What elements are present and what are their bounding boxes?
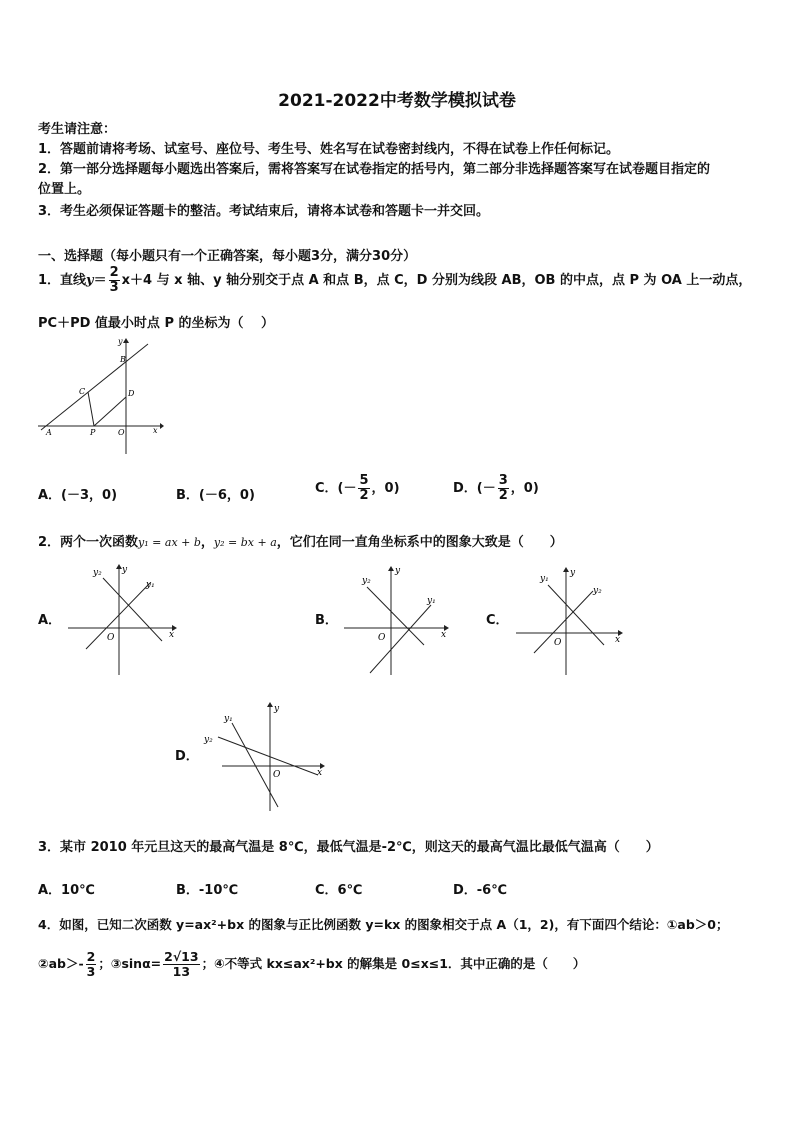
q2b-label-x: x [441,630,447,640]
q1-eq: ＝ [93,273,107,288]
question-4: 4．如图，已知二次函数 y=ax²+bx 的图象与正比例函数 y=kx 的图象相交于点 A（1，2)，有下面四个结论：①ab＞0； [38,917,729,932]
q2d-y-arrow [267,702,273,707]
q1-option-c-post: ，0) [371,481,400,496]
notice-item-2-cont: 位置上。 [38,182,91,197]
notice-item-2: 2．第一部分选择题每小题选出答案后，需将答案写在试卷指定的括号内，第二部分非选择题答案写在试卷题目指定的 [38,162,711,177]
q1-fraction [109,266,120,295]
q1-frac-num: 2 [109,265,119,280]
q2c-label-o: O [554,638,562,648]
question-4-line2 [38,950,585,979]
q4-conclusion-4: ；④不等式 kx≤ax²+bx 的解集是 0≤x≤1．其中正确的是（ ） [201,956,586,971]
q4-c3-den: 13 [172,964,191,979]
q1-y-arrow [123,338,129,343]
q1-label-y: y [118,337,123,346]
page-title: 2021-2022中考数学模拟试卷 [278,91,516,111]
notice-item-1: 1．答题前请将考场、试室号、座位号、考生号、姓名写在试卷密封线内，不得在试卷上作任何标记。 [38,142,620,157]
q1-label-p: P [90,428,96,437]
q2-option-b-label: B． [315,613,338,628]
q1-prefix: 1．直线 [38,273,87,288]
q1-label-x: x [153,426,158,435]
q2b-label-o: O [378,633,386,643]
q2-function-2: y₂ = bx + a [213,536,277,549]
q1-option-d-num: 3 [498,473,508,488]
q1-option-c-frac [358,474,369,503]
q4-conclusion-2: ②ab＞- [38,956,84,971]
q2a-label-y2: y₂ [93,568,102,578]
q2a-label-x: x [169,630,175,640]
q4-conclusion-3: ；③sinα= [98,956,162,971]
q1-label-a: A [46,428,52,437]
q1-option-c-num: 5 [359,473,369,488]
q2c-label-y1: y₁ [540,574,549,584]
q2-graph-a [64,563,184,678]
q1-option-d [453,474,539,503]
q2-graph-c [512,563,632,678]
notice-heading: 考生请注意： [38,122,117,137]
question-1-line2: PC＋PD 值最小时点 P 的坐标为（ ） [38,316,275,331]
q1-y: y [86,273,94,288]
q3-option-a: A．10℃ [38,883,95,898]
q2b-label-y1: y₁ [427,596,436,606]
q3-option-c: C．6℃ [315,883,363,898]
q2c-label-y2: y₂ [593,586,602,596]
q3-option-b: B．-10℃ [176,883,239,898]
q2-text-pre: 2．两个一次函数 [38,535,139,550]
q2d-line-y2 [218,737,318,775]
q1-segment-pc [88,392,94,426]
q2d-label-y2: y₂ [204,735,213,745]
q2c-y-arrow [563,567,569,572]
q2c-line-y2 [534,591,593,653]
q2-text-post: ，它们在同一直角坐标系中的图象大致是（ ） [276,535,563,550]
q2c-label-y: y [570,568,576,578]
q2b-label-y: y [395,566,401,576]
q2-graph-b [340,563,460,678]
q1-option-d-frac [498,474,509,503]
q1-x-arrow [160,423,164,429]
q2a-label-o: O [107,633,115,643]
q2-graph-d [198,699,333,814]
notice-item-3: 3．考生必须保证答题卡的整洁。考试结束后，请将本试卷和答题卡一并交回。 [38,204,490,219]
q1-option-d-post: ，0) [510,481,539,496]
q1-label-o: O [118,428,125,437]
q3-option-d: D．-6℃ [453,883,507,898]
q2b-label-y2: y₂ [362,576,371,586]
q1-label-b: B [120,355,126,364]
question-3: 3．某市 2010 年元旦这天的最高气温是 8℃，最低气温是-2℃，则这天的最高气温比最低气温高（ ） [38,840,659,855]
q4-c2-num: 2 [86,949,96,964]
q2-option-a-label: A． [38,613,62,628]
section-heading: 一、选择题（每小题只有一个正确答案，每小题3分，满分30分） [38,249,417,264]
q4-c3-frac [163,950,199,979]
q2d-label-o: O [273,770,281,780]
q1-figure [36,334,166,459]
question-1 [38,266,751,295]
q2-sep: ， [200,535,214,550]
q1-frac-den: 3 [109,280,119,295]
q1-segment-pd [94,397,126,426]
q1-option-c-den: 2 [359,488,369,503]
q2-option-c-label: C． [486,613,509,628]
q2a-label-y: y [122,565,128,575]
q2-option-d-label: D． [175,749,199,764]
q4-c3-num: 2√13 [164,949,199,964]
q2c-label-x: x [615,635,621,645]
q1-option-d-den: 2 [498,488,508,503]
q2d-label-y1: y₁ [224,714,233,724]
q2d-label-y: y [274,704,280,714]
q1-line-ab [41,344,148,430]
q2b-y-arrow [388,566,394,571]
q4-c2-den: 3 [86,964,96,979]
q4-c2-frac [86,950,97,979]
q2d-line-y1 [232,723,278,807]
q1-option-d-pre: D．(－ [453,481,496,496]
q2a-label-y1: y₁ [146,580,155,590]
q2d-label-x: x [317,768,323,778]
q2a-line-y1 [86,583,150,649]
q1-option-c [315,474,400,503]
q1-label-c: C [79,387,86,396]
q1-option-a: A．(－3，0) [38,488,118,503]
q1-option-b: B．(－6，0) [176,488,255,503]
question-2 [38,531,563,550]
q2b-line-y2 [367,587,424,645]
q2-function-1: y₁ = ax + b [138,536,201,549]
q1-rest: x＋4 与 x 轴、y 轴分别交于点 A 和点 B，点 C，D 分别为线段 AB，OB 的中点，点 P 为 OA 上一动点， [121,273,752,288]
q1-option-c-pre: C．(－ [315,481,357,496]
q1-label-d: D [128,389,135,398]
